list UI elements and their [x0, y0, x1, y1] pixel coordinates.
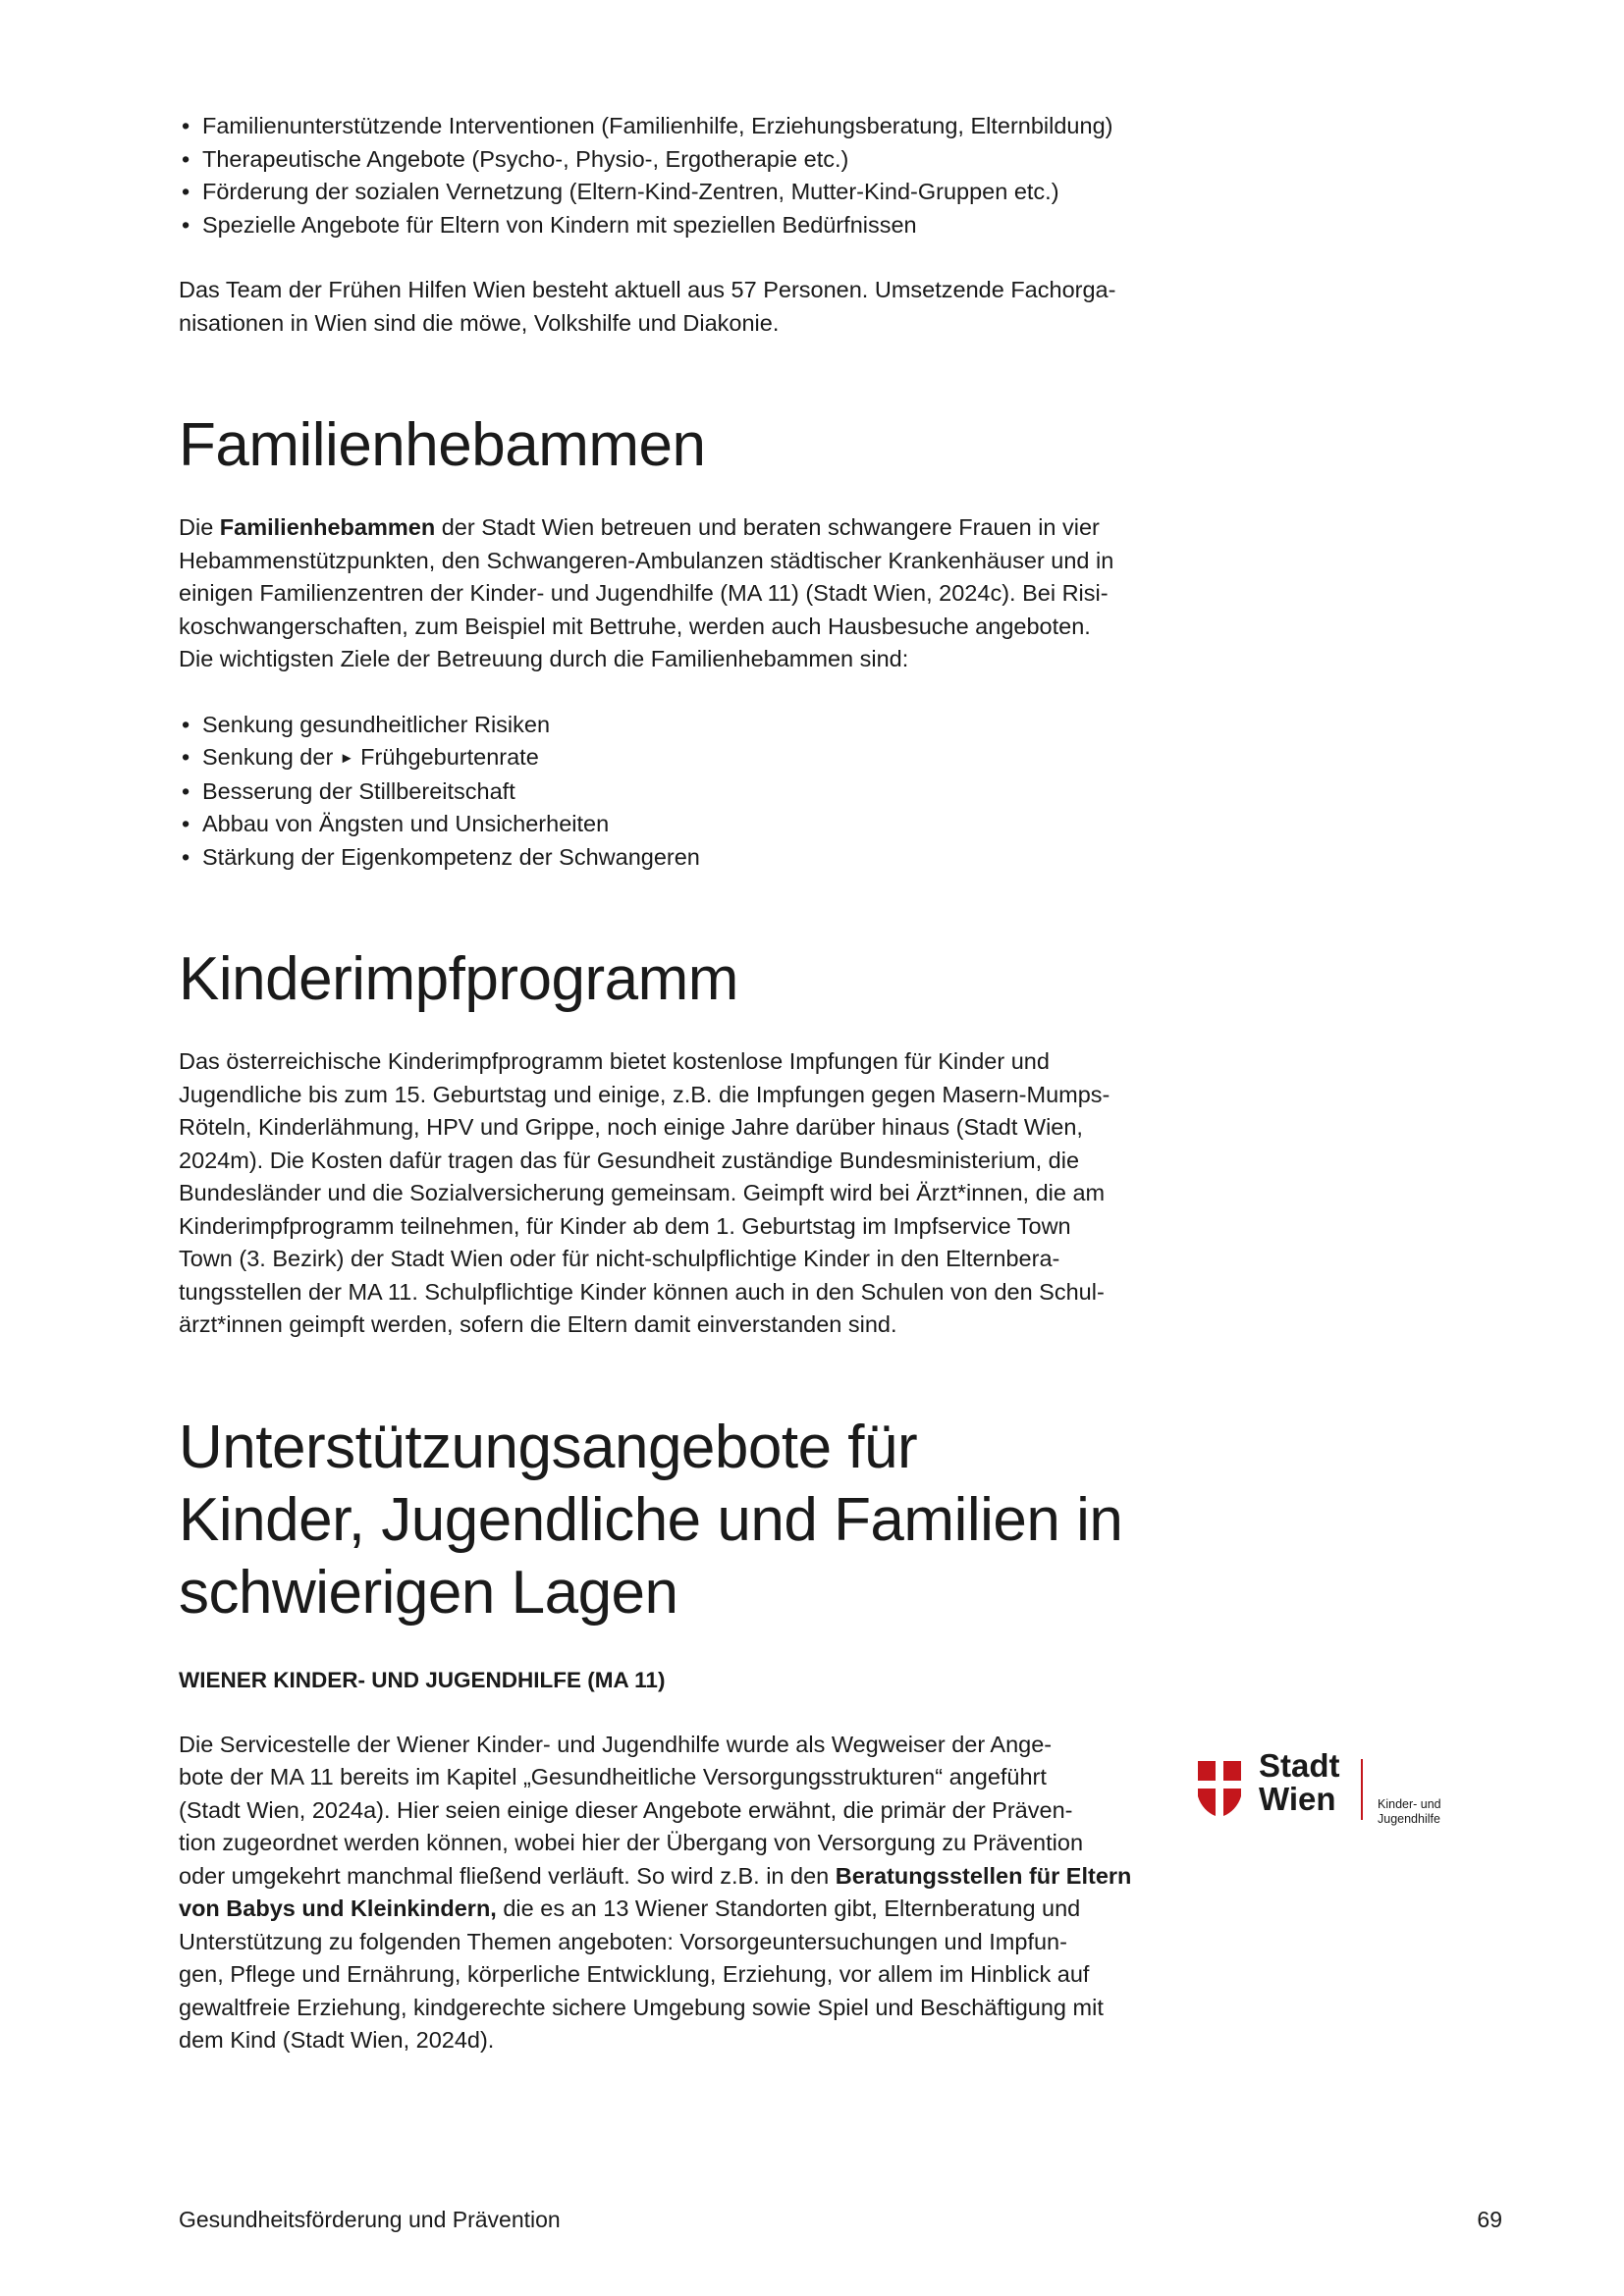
- list-item: • Stärkung der Eigenkompetenz der Schwangeren: [179, 841, 1161, 875]
- list-item: • Spezielle Angebote für Eltern von Kindern mit speziellen Bedürfnissen: [179, 209, 1161, 242]
- footer-section-title: Gesundheitsförderung und Prävention: [179, 2207, 561, 2232]
- bold-term: von Babys und Kleinkindern,: [179, 1896, 497, 1921]
- list-item: • Therapeutische Angebote (Psycho-, Physio-, Ergotherapie etc.): [179, 143, 1161, 177]
- list-item: • Familienunterstützende Interventionen (Familienhilfe, Erziehungsberatung, Elternbildung): [179, 110, 1161, 143]
- team-paragraph: Das Team der Frühen Hilfen Wien besteht aktuell aus 57 Personen. Umsetzende Fachorga- nisationen in Wien sind die möwe, Volkshilfe und Diakonie.: [179, 277, 1116, 336]
- list-item: • Senkung gesundheitlicher Risiken: [179, 709, 1161, 742]
- page-number: 69: [1477, 2207, 1502, 2232]
- bold-term: Familienhebammen: [219, 514, 436, 540]
- heading-unterstuetzungsangebote: Unterstützungsangebote für Kinder, Jugendliche und Familien in schwierigen Lagen: [179, 1413, 1123, 1627]
- cross-reference-arrow-icon: ►: [339, 750, 354, 767]
- stadt-wien-logo: [1196, 1747, 1471, 1826]
- subheading-ma11: WIENER KINDER- UND JUGENDHILFE (MA 11): [179, 1667, 666, 1692]
- list-item: • Besserung der Stillbereitschaft: [179, 775, 1161, 809]
- list-item: • Senkung der ► Frühgeburtenrate: [179, 741, 1161, 775]
- list-item: • Abbau von Ängsten und Unsicherheiten: [179, 808, 1161, 841]
- familienhebammen-paragraph: Die Familienhebammen der Stadt Wien betreuen und beraten schwangere Frauen in vier Hebammenstützpunkten, den Schwangeren-Ambulanzen städtischer Krankenhäuser und in einigen Familienzentren der Kinder- und Jugendhilfe (MA 11) (Stadt Wien, 2024c). Bei Risi- koschwangerschaften, zum Beispiel mit Bettruhe, werden auch Hausbesuche angeboten. Die wichtigsten Ziele der Betreuung durch die Familienhebammen sind:: [179, 514, 1114, 671]
- logo-wordmark: Stadt Wien: [1259, 1747, 1340, 1817]
- familienhebammen-goal-list: [179, 709, 1161, 875]
- kinderimpf-paragraph: Das österreichische Kinderimpfprogramm bietet kostenlose Impfungen für Kinder und Jugendliche bis zum 15. Geburtstag und einige, z.B. die Impfungen gegen Masern-Mumps- Röteln, Kinderlähmung, HPV und Grippe, noch einige Jahre darüber hinaus (Stadt Wien, 2024m). Die Kosten dafür tragen das für Gesundheit zuständige Bundesministerium, die Bundesländer und die Sozialversicherung gemeinsam. Geimpft wird bei Ärzt*innen, die am Kinderimpfprogramm teilnehmen, für Kinder ab dem 1. Geburtstag im Impfservice Town Town (3. Bezirk) der Stadt Wien oder für nicht-schulpflichtige Kinder in den Elternbera- tungsstellen der MA 11. Schulpflichtige Kinder können auch in den Schulen von den Schul- ärzt*innen geimpft werden, sofern die Eltern damit einverstanden sind.: [179, 1048, 1110, 1337]
- logo-divider: [1361, 1759, 1363, 1820]
- logo-department: Kinder- und Jugendhilfe: [1378, 1797, 1441, 1826]
- page-content: [179, 110, 1161, 2057]
- list-item: • Förderung der sozialen Vernetzung (Eltern-Kind-Zentren, Mutter-Kind-Gruppen etc.): [179, 176, 1161, 209]
- intro-bullet-list: [179, 110, 1161, 241]
- vienna-shield-icon: [1196, 1759, 1243, 1818]
- heading-familienhebammen: Familienhebammen: [179, 411, 706, 479]
- bold-term: Beratungsstellen für Eltern: [835, 1862, 1132, 1889]
- heading-kinderimpfprogramm: Kinderimpfprogramm: [179, 945, 738, 1013]
- ma11-paragraph: Die Servicestelle der Wiener Kinder- und Jugendhilfe wurde als Wegweiser der Ange- bote der MA 11 bereits im Kapitel „Gesundheitliche Versorgungsstrukturen“ angeführt (Stadt Wien, 2024a). Hier seien einige dieser Angebote erwähnt, die primär der Präven- tion zugeordnet werden können, wobei hier der Übergang von Versorgung zu Prävention oder umgekehrt manchmal fließend verläuft. So wird z.B. in den Beratungsstellen für Eltern von Babys und Kleinkindern, die es an 13 Wiener Standorten gibt, Elternberatung und Unterstützung zu folgenden Themen angeboten: Vorsorgeuntersuchungen und Impfun- gen, Pflege und Ernährung, körperliche Entwicklung, Erziehung, vor allem im Hinblick auf gewaltfreie Erziehung, kindgerechte sichere Umgebung sowie Spiel und Beschäftigung mit dem Kind (Stadt Wien, 2024d).: [179, 1731, 1132, 2053]
